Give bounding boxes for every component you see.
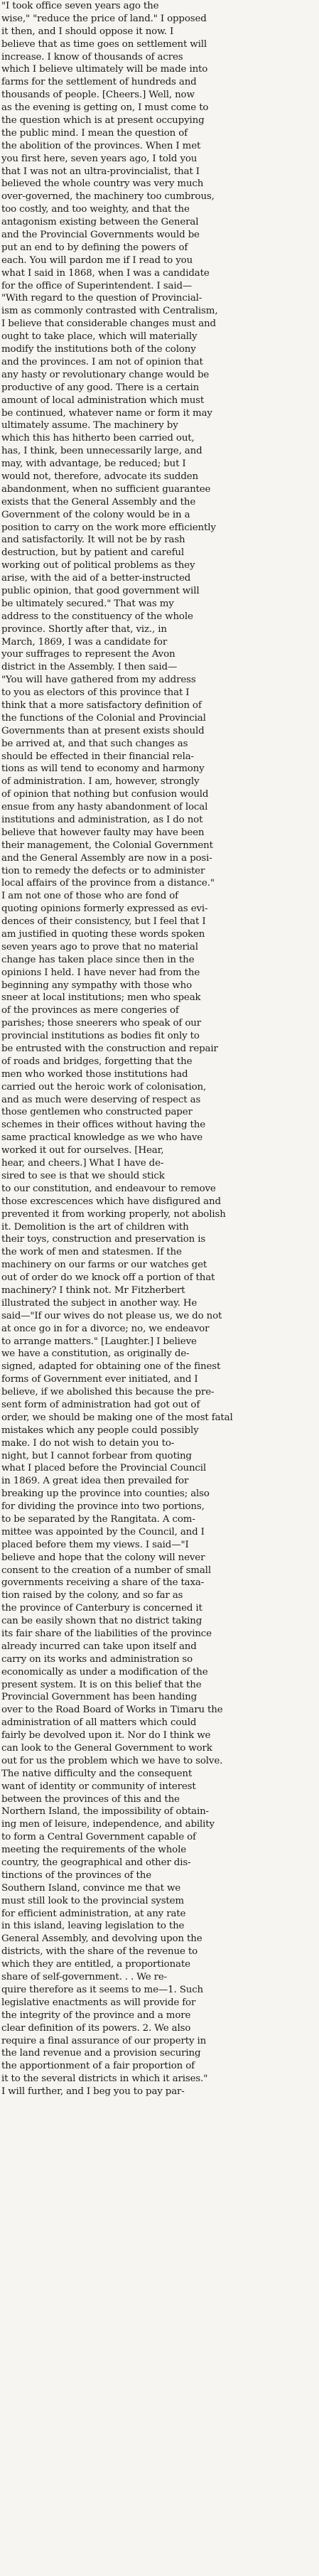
article-text-line: be entrusted with the construction and repair [1,1043,218,1055]
article-text-line: exists that the General Assembly and the [1,496,196,508]
article-text-line: should be effected in their financial rela- [1,751,194,762]
article-text-line: governments receiving a share of the taxa- [1,1577,205,1589]
article-text-line: consent to the creation of a number of small [1,1565,211,1576]
article-text-line: General Assembly, and devolving upon the [1,1933,202,1945]
article-text-line: of the provinces as mere congeries of [1,1005,179,1016]
article-text-line: over-governed, the machinery too cumbrous, [1,191,215,203]
article-text-line: those gentlemen who constructed paper [1,1107,193,1118]
article-text-line: modify the institutions both of the colony [1,344,196,355]
article-text-line: Southern Island, convince me that we [1,1882,181,1894]
article-text-line: antagonism existing between the General [1,217,199,228]
article-text-line: any hasty or revolutionary change would be [1,369,210,380]
article-text-line: arise, with the aid of a better-instructed [1,573,191,584]
article-text-line: productive of any good. There is a certain [1,382,200,393]
article-text-line: ism as commonly contrasted with Centralism, [1,306,218,317]
article-column [1,0,318,2098]
article-text-line: between the provinces of this and the [1,1793,180,1805]
article-text-line: may, with advantage, be reduced; but I [1,458,186,470]
article-text-line: and as much were deserving of respect as [1,1094,201,1105]
article-text-line: be continued, whatever name or form it may [1,407,212,419]
article-text-line: you first here, seven years ago, I told you [1,153,198,164]
article-text-line: "You will have gathered from my address [1,675,196,686]
article-text-line: that I was not an ultra-provincialist, that I [1,166,200,177]
article-text-line: machinery? I think not. Mr Fitzherbert [1,1284,185,1296]
article-text-line: the work of men and statesmen. If the [1,1247,182,1258]
article-text-line: thousands of people. [Cheers.] Well, now [1,90,195,101]
article-text-line: March, 1869, I was a candidate for [1,636,168,648]
article-text-line: public opinion, that good government will [1,585,200,596]
article-text-line: provincial institutions as bodies fit only to [1,1031,200,1042]
article-text-line: Northern Island, the impossibility of obtain- [1,1806,209,1818]
article-text-line: ing men of leisure, independence, and ability [1,1819,215,1830]
article-text-line: dences of their consistency, but I feel that I [1,916,206,928]
article-text-line: we have a constitution, as originally de- [1,1348,190,1360]
article-text-line: believe that as time goes on settlement will [1,38,207,50]
article-text-line: quoting opinions formerly expressed as evi- [1,903,208,915]
article-text-line: increase. I know of thousands of acres [1,51,183,63]
article-text-line: in this island, leaving legislation to the [1,1921,185,1932]
article-text-line: sneer at local institutions; men who speak [1,992,201,1004]
article-text-line: the apportionment of a fair proportion of [1,2061,195,2072]
article-text-line: and the General Assembly are now in a posi- [1,852,212,864]
article-text-line: province. Shortly after that, viz., in [1,623,167,635]
article-text-line: which I believe ultimately will be made into [1,64,208,75]
article-text-line: districts, with the share of the revenue to [1,1946,198,1958]
article-text-line: to arrange matters." [Laughter.] I believe [1,1336,197,1347]
article-text-line: quire therefore as it seems to me—1. Such [1,1984,204,1995]
article-text-line: for dividing the province into two portions, [1,1501,205,1513]
article-text-line: the abolition of the provinces. When I met [1,140,201,151]
article-text-line: the public mind. I mean the question of [1,127,188,139]
article-text-line: tinctions of the provinces of the [1,1869,152,1881]
article-text-line: carried out the heroic work of colonisation, [1,1081,207,1093]
article-text-line: of roads and bridges, forgetting that the [1,1056,193,1067]
article-text-line: legislative enactments as will provide for [1,1997,196,2008]
article-text-line: it to the several districts in which it arises." [1,2073,208,2085]
article-text-line: fairly be devolved upon it. Nor do I think we [1,1730,211,1742]
article-text-line: carry on its works and administration so [1,1653,193,1665]
article-text-line: economically as under a modification of the [1,1666,208,1678]
article-text-line: tion to remedy the defects or to administer [1,865,205,876]
article-text-line: destruction, but by patient and careful [1,547,185,559]
article-text-line: the land revenue and a provision securing [1,2048,201,2059]
article-text-line: clear definition of its powers. 2. We also [1,2022,191,2034]
article-text-line: the question which is at present occupying [1,115,205,127]
article-text-line: abandonment, when no sufficient guarantee [1,483,211,495]
article-text-line: sent form of administration had got out of [1,1399,200,1410]
article-text-line: out of order do we knock off a portion of that [1,1272,215,1284]
article-text-line: would not, therefore, advocate its sudden [1,471,199,482]
article-text-line: prevented it from working properly, not abolish [1,1208,226,1220]
article-text-line: present system. It is on this belief that the [1,1679,202,1690]
article-text-line: amount of local administration which must [1,395,205,406]
article-text-line: each. You will pardon me if I read to you [1,254,193,266]
article-text-line: over to the Road Board of Works in Timaru the [1,1705,223,1716]
article-text-line: their management, the Colonial Government [1,839,213,851]
article-text-line: ultimately assume. The machinery by [1,420,178,431]
article-text-line: machinery on our farms or our watches get [1,1260,207,1271]
article-text-line: for efficient administration, at any rate [1,1908,186,1919]
article-text-line: worked it out for ourselves. [Hear, [1,1145,164,1156]
article-text-line: "I took office seven years ago the [1,1,159,11]
article-text-line: believe that however faulty may have been [1,827,205,838]
article-text-line: mittee was appointed by the Council, and I [1,1526,205,1537]
article-text-line: hear, and cheers.] What I have de- [1,1158,164,1169]
article-text-line: night, but I cannot forbear from quoting [1,1450,192,1461]
article-text-line: institutions and administration, as I do not [1,815,203,825]
article-text-line: district in the Assembly. I then said— [1,662,178,673]
article-text-line: change has taken place since then in the [1,954,195,965]
article-text-line: and the provinces. I am not of opinion that [1,356,203,367]
article-text-line: to our constitution, and endeavour to remove [1,1183,216,1194]
article-text-line: ought to take place, which will materially [1,331,198,343]
article-text-line: out for us the problem which we have to solve. [1,1755,223,1766]
article-text-line: believe and hope that the colony will never [1,1552,205,1563]
article-text-line: what I placed before the Provincial Council [1,1463,207,1474]
article-text-line: position to carry on the work more efficiently [1,522,216,533]
article-text-line: put an end to by defining the powers of [1,242,188,253]
article-text-line: which they are entitled, a proportionate [1,1959,190,1970]
article-text-line: sired to see is that we should stick [1,1170,165,1181]
article-text-line: in 1869. A great idea then prevailed for [1,1476,189,1487]
article-text-line: your suffrages to represent the Avon [1,649,175,660]
article-text-line: opinions I held. I have never had from the [1,967,200,978]
article-text-line: signed, adapted for obtaining one of the finest [1,1361,221,1373]
article-text-line: require a final assurance of our property in [1,2035,207,2046]
article-text-line: meeting the requirements of the whole [1,1845,187,1856]
article-text-line: I believe that considerable changes must and [1,318,216,330]
article-text-line: be ultimately secured." That was my [1,598,174,609]
article-text-line: and satisfactorily. It will not be by rash [1,535,185,546]
article-text-line: the functions of the Colonial and Provincial [1,712,206,724]
article-text-line: share of self-government. . . We re- [1,1972,168,1983]
article-text-line: country, the geographical and other dis- [1,1857,191,1869]
article-text-line: it then, and I should oppose it now. I [1,26,174,37]
article-text-line: schemes in their offices without having the [1,1120,205,1131]
article-text-line: for the office of Superintendent. I said— [1,280,193,291]
article-text-line: Governments than at present exists should [1,725,205,736]
article-text-line: believed the whole country was very much [1,178,204,190]
article-text-line: believe, if we abolished this because the pre- [1,1387,215,1398]
article-text-line: and the Provincial Governments would be [1,230,200,241]
article-text-line: wise," "reduce the price of land." I opposed [1,13,207,24]
article-text-line: be arrived at, and that such changes as [1,738,188,749]
article-text-line: order, we should be making one of the most fatal [1,1412,233,1423]
article-text-line: tions as will tend to economy and harmony [1,763,205,775]
article-text-line: those excrescences which have disfigured and [1,1196,221,1207]
article-text-line: it. Demolition is the art of children with [1,1221,189,1233]
article-text-line: can be easily shown that no district taking [1,1616,202,1627]
article-text-line: The native difficulty and the consequent [1,1768,193,1779]
article-text-line: am justified in quoting these words spoken [1,929,205,940]
article-text-line: the integrity of the province and a more [1,2009,191,2021]
article-text-line: can look to the General Government to work [1,1743,212,1754]
article-text-line: which this has hitherto been carried out, [1,433,195,444]
article-text-line: said—"If our wives do not please us, we do not [1,1310,222,1321]
article-text-line: men who worked those institutions had [1,1068,188,1080]
article-text-line: beginning any sympathy with those who [1,980,193,991]
article-text-line: already incurred can take upon itself and [1,1641,197,1652]
article-text-line: ensue from any hasty abandonment of local [1,802,208,813]
article-text-line: the province of Canterbury is concerned it [1,1603,202,1614]
article-text-line: as the evening is getting on, I must come to [1,102,209,114]
article-text-line: want of identity or community of interest [1,1781,196,1792]
article-text-line: mistakes which any people could possibly [1,1424,199,1436]
article-text-line: seven years ago to prove that no material [1,941,198,952]
article-text-line: to you as electors of this province that I [1,687,190,699]
article-text-line: too costly, and too weighty, and that the [1,204,190,215]
article-text-line: breaking up the province into counties; also [1,1488,210,1500]
article-text-line: what I said in 1868, when I was a candidate [1,267,210,279]
article-text-line: I will further, and I beg you to pay par- [1,2086,185,2098]
article-text-line: their toys, construction and preservation is [1,1234,206,1245]
article-text-line: address to the constituency of the whole [1,611,193,622]
article-text-line: at once go in for a divorce; no, we endeavor [1,1323,210,1334]
article-text-line: Government of the colony would be in a [1,509,190,520]
article-text-line: I am not one of those who are fond of [1,891,178,902]
article-text-line: of administration. I am, however, strongly [1,776,200,788]
article-text-line: "With regard to the question of Provincial- [1,293,202,304]
article-text-line: same practical knowledge as we who have [1,1132,203,1144]
article-text-line: farms for the settlement of hundreds and [1,77,197,88]
article-text-line: make. I do not wish to detain you to- [1,1437,175,1449]
article-text-line: administration of all matters which could [1,1717,197,1729]
article-text-line: tion raised by the colony, and so far as [1,1590,183,1601]
article-text-line: of opinion that nothing but confusion would [1,789,209,800]
article-text-line: parishes; those sneerers who speak of our [1,1018,201,1029]
article-text-line: must still look to the provincial system [1,1895,184,1906]
article-text-line: think that a more satisfactory definition of [1,699,202,711]
article-text-line: placed before them my views. I said—"I [1,1539,189,1550]
article-text-line: forms of Government ever initiated, and I [1,1374,198,1385]
article-text-line: its fair share of the liabilities of the province [1,1628,212,1639]
article-text-line: has, I think, been unnecessarily large, and [1,446,202,457]
article-text-line: Provincial Government has been handing [1,1692,198,1703]
article-text-line: working out of political problems as they [1,560,195,571]
article-text-line: to be separated by the Rangitata. A com- [1,1513,195,1525]
article-text-line: illustrated the subject in another way. He [1,1297,198,1309]
article-text-line: local affairs of the province from a distance." [1,878,215,889]
article-text-line: to form a Central Government capable of [1,1832,196,1843]
